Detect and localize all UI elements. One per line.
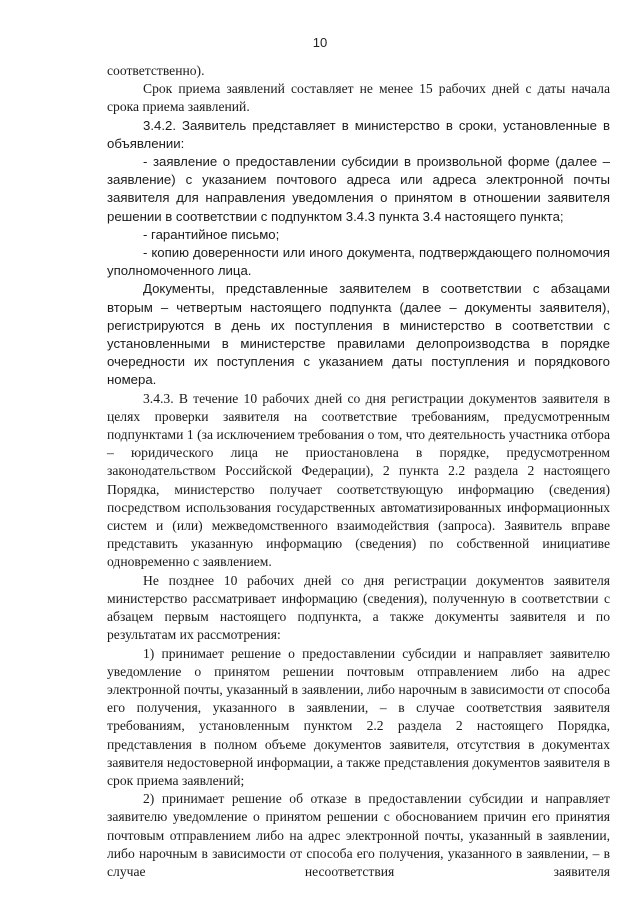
page-number: 10 — [312, 35, 328, 50]
document-body — [107, 62, 610, 881]
paragraph-continuation: соответственно). — [107, 63, 205, 78]
list-item-guarantee-letter: - гарантийное письмо; — [143, 226, 280, 242]
list-item-decision-grant: 1) принимает решение о предоставлении субсидии и направляет заявителю уведомление о принятом решении почтовым отправлением либо на адрес электронной почты, указанный в заявлении, либо нарочным в зависимости от способа его получения, указанного в заявлении, – в случае соответствия заявителя требованиям, установленным пунктом 2.2 раздела 2 настоящего Порядка, представления в полном объеме документов заявителя, отсутствия в документах заявителя недостоверной информации, а также представления документов заявителя в срок приема заявлений; — [107, 645, 610, 788]
list-item-power-of-attorney: - копию доверенности или иного документа, подтверждающего полномочия уполномоченного лица. — [107, 245, 610, 279]
paragraph-review: Не позднее 10 рабочих дней со дня регистрации документов заявителя министерство рассматривает информацию (сведения), полученную в соответствии с абзацем первым настоящего подпункта, а также документы заявителя и по результатам их рассмотрения: — [107, 572, 610, 643]
list-item-decision-refusal: 2) принимает решение об отказе в предоставлении субсидии и направляет заявителю уведомление о принятом решении с обоснованием причин его принятия почтовым отправлением либо на адрес электронной почты, указанный в заявлении, либо нарочным в зависимости от способа его получения, указанного в заявлении, – в случае несоответствия заявителя — [107, 791, 610, 879]
paragraph-registration: Документы, представленные заявителем в соответствии с абзацами вторым – четвертым настоящего подпункта (далее – документы заявителя), регистрируются в день их поступления в министерство в соответствии с установленными в министерстве правилами делопроизводства в порядке очередности их поступления с указанием даты поступления и порядкового номера. — [107, 281, 610, 388]
paragraph-deadline: Срок приема заявлений составляет не менее 15 рабочих дней с даты начала срока приема заявлений. — [107, 81, 610, 115]
list-item-application: - заявление о предоставлении субсидии в произвольной форме (далее – заявление) с указанием почтового адреса или адреса электронной почты заявителя для направления уведомления о принятом в отношении заявителя решении в соответствии с подпунктом 3.4.3 пункта 3.4 настоящего пункта; — [107, 154, 610, 224]
paragraph-3-4-2: 3.4.2. Заявитель представляет в министерство в сроки, установленные в объявлении: — [107, 117, 610, 151]
paragraph-3-4-3: 3.4.3. В течение 10 рабочих дней со дня регистрации документов заявителя в целях проверки заявителя на соответствие требованиям, предусмотренным подпунктами 1 (за исключением требования о том, что деятельность участника отбора – юридического лица не приостановлена в порядке, предусмотренном законодательством Российской Федерации), 2 пункта 2.2 раздела 2 настоящего Порядка, министерство получает соответствующую информацию (сведения) посредством использования государственных автоматизированных информационных систем и (или) межведомственного взаимодействия (запроса). Заявитель вправе представить указанную информацию (сведения) по собственной инициативе одновременно с заявлением. — [107, 390, 610, 570]
